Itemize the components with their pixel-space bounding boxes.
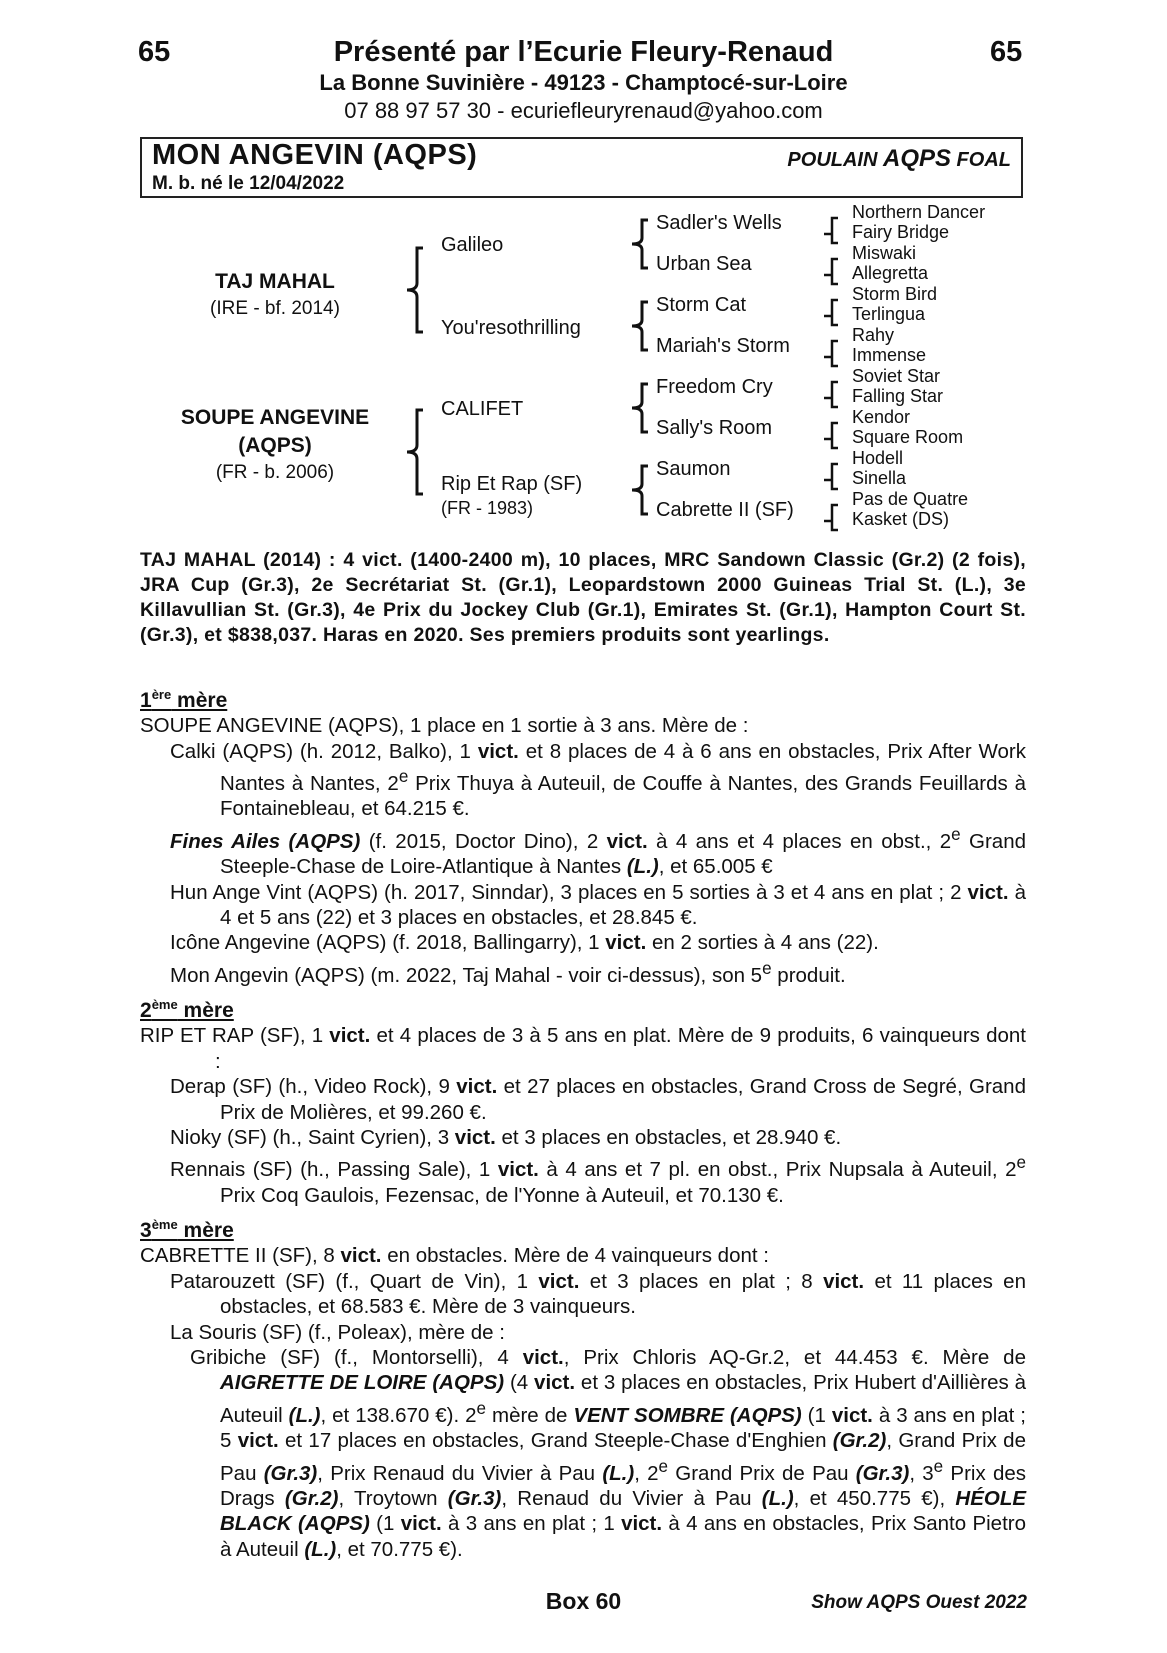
pedigree-gen4-3: Miswaki xyxy=(852,243,917,263)
pedigree-gen4-1: Northern Dancer xyxy=(852,202,986,222)
pedigree-braces-gen4 xyxy=(818,210,848,540)
mere2-entry: Nioky (SF) (h., Saint Cyrien), 3 vict. et 3 places en obstacles, et 28.940 €. xyxy=(170,1125,842,1149)
pedigree-gen3-8: Cabrette II (SF) xyxy=(656,499,794,521)
page-title: Présenté par l’Ecurie Fleury-Renaud xyxy=(333,36,834,68)
pedigree-gen4-12: Square Room xyxy=(852,427,964,447)
mere1-intro: SOUPE ANGEVINE (AQPS), 1 place en 1 sortie à 3 ans. Mère de : xyxy=(140,714,749,738)
sire-summary: TAJ MAHAL (2014) : 4 vict. (1400-2400 m), 10 places, MRC Sandown Classic (Gr.2) (2 fois), JRA Cup (Gr.3), 2e Secrétariat St. (Gr.1), Leopardstown 2000 Guineas Trial St. (L.), 3e Killavullian St. (Gr.3), 4e Prix du Jockey Club (Gr.1), Emirates St. (Gr.1), Hampton Court St. (Gr.3), et $838,037. Haras en 2020. Ses premiers produits sont yearlings. xyxy=(140,549,1026,646)
mere1-entry: Fines Ailes (AQPS) (f. 2015, Doctor Dino), 2 vict. à 4 ans et 4 places en obst., 2e Grand Steeple-Chase de Loire-Atlantique à Nantes (L.), et 65.005 € xyxy=(170,824,1027,879)
sire-info: (IRE - bf. 2014) xyxy=(210,298,340,319)
dam-info: (FR - b. 2006) xyxy=(215,462,335,483)
section-title-2eme-mere: 2ème mère xyxy=(140,996,234,1022)
breeder-address: La Bonne Suvinière - 49123 - Champtocé-sur-Loire xyxy=(319,70,848,95)
mere2-entry: Rennais (SF) (h., Passing Sale), 1 vict. à 4 ans et 7 pl. en obst., Prix Nupsala à Auteuil, 2e Prix Coq Gaulois, Fezensac, de l'Yonne à Auteuil, et 70.130 €. xyxy=(170,1153,1026,1207)
box-number: Box 60 xyxy=(545,1588,622,1614)
horse-birth: M. b. né le 12/04/2022 xyxy=(152,173,345,194)
pedigree-gen4-11: Kendor xyxy=(852,407,911,427)
foal-label: POULAIN AQPS FOAL xyxy=(787,145,1011,172)
mere3-sub-entry: Gribiche (SF) (f., Montorselli), 4 vict., Prix Chloris AQ-Gr.2, et 44.453 €. Mère de AIGRETTE DE LOIRE (AQPS) (4 vict. et 3 places en obstacles, Prix Hubert d'Aillières à Auteuil (L.), et 138.670 €). 2e mère de VENT SOMBRE (AQPS) (1 vict. à 3 ans en plat ; 5 vict. et 17 places en obstacles, Grand Steeple-Chase d'Enghien (Gr.2), Grand Prix de Pau (Gr.3), Prix Renaud du Vivier à Pau (L.), 2e Grand Prix de Pau (Gr.3), 3e Prix des Drags (Gr.2), Troytown (Gr.3), Renaud du Vivier à Pau (L.), et 450.775 €), HÉOLE BLACK (AQPS) (1 vict. à 3 ans en plat ; 1 vict. à 4 ans en obstacles, Prix Santo Pietro à Auteuil (L.), et 70.775 €). xyxy=(190,1346,1027,1561)
dam-name: SOUPE ANGEVINE xyxy=(180,406,370,429)
mere3-entry: La Souris (SF) (f., Poleax), mère de : xyxy=(170,1320,505,1344)
horse-name: MON ANGEVIN (AQPS) xyxy=(152,139,478,171)
pedigree-gen2-4: Rip Et Rap (SF) xyxy=(441,473,583,495)
pedigree-gen3-7: Saumon xyxy=(656,458,731,480)
pedigree-gen3-4: Mariah's Storm xyxy=(656,335,790,357)
pedigree-gen4-8: Immense xyxy=(852,345,927,365)
pedigree-gen3-6: Sally's Room xyxy=(656,417,773,439)
pedigree-gen4-5: Storm Bird xyxy=(852,284,938,304)
mere2-entry: Derap (SF) (h., Video Rock), 9 vict. et 27 places en obstacles, Grand Cross de Segré, Grand Prix de Molières, et 99.260 €. xyxy=(170,1075,1026,1124)
horse-name-box xyxy=(140,137,1023,198)
pedigree-gen3-5: Freedom Cry xyxy=(656,376,773,398)
pedigree-gen4-6: Terlingua xyxy=(852,304,926,324)
pedigree-gen4-2: Fairy Bridge xyxy=(852,222,950,242)
pedigree-gen4-15: Pas de Quatre xyxy=(852,489,969,509)
dam-name-breed: (AQPS) xyxy=(238,434,312,457)
pedigree-gen4-10: Falling Star xyxy=(852,386,944,406)
pedigree-gen4-13: Hodell xyxy=(852,448,904,468)
section-title-3eme-mere: 3ème mère xyxy=(140,1217,234,1243)
mere1-entry: Icône Angevine (AQPS) (f. 2018, Ballingarry), 1 vict. en 2 sorties à 4 ans (22). xyxy=(170,931,879,955)
show-name: Show AQPS Ouest 2022 xyxy=(811,1592,1027,1613)
lot-number-right: 65 xyxy=(990,36,1023,68)
family-notes xyxy=(140,680,1026,1562)
pedigree-gen2-4-info: (FR - 1983) xyxy=(441,498,534,518)
mere3-entry: Patarouzett (SF) (f., Quart de Vin), 1 vict. et 3 places en plat ; 8 vict. et 11 places en obstacles, et 68.583 €. Mère de 3 vainqueurs. xyxy=(170,1269,1026,1319)
pedigree-gen3-3: Storm Cat xyxy=(656,294,747,316)
pedigree-gen3-1: Sadler's Wells xyxy=(656,212,782,234)
pedigree-gen3-2: Urban Sea xyxy=(656,253,752,275)
pedigree-braces-gen3 xyxy=(618,210,658,540)
pedigree-gen4-4: Allegretta xyxy=(852,263,929,283)
pedigree-gen2-2: You'resothrilling xyxy=(441,317,581,339)
section-title-1ere-mere: 1ère mère xyxy=(140,687,228,712)
mere1-entry: Hun Ange Vint (AQPS) (h. 2017, Sinndar), 3 places en 5 sorties à 3 et 4 ans en plat ; 2 vict. à 4 et 5 ans (22) et 3 places en obstacles, et 28.845 €. xyxy=(170,880,1026,929)
breeder-contact: 07 88 97 57 30 - ecuriefleuryrenaud@yahoo.com xyxy=(344,98,823,123)
pedigree-gen4-7: Rahy xyxy=(852,325,895,345)
pedigree-gen2-3: CALIFET xyxy=(441,398,524,420)
mere3-intro: CABRETTE II (SF), 8 vict. en obstacles. Mère de 4 vainqueurs dont : xyxy=(140,1244,769,1268)
lot-number-left: 65 xyxy=(138,36,171,68)
sire-name: TAJ MAHAL xyxy=(215,270,335,293)
pedigree-gen4-9: Soviet Star xyxy=(852,366,941,386)
pedigree-gen2-1: Galileo xyxy=(441,234,504,256)
mere1-entry: Mon Angevin (AQPS) (m. 2022, Taj Mahal - voir ci-dessus), son 5e produit. xyxy=(170,958,846,987)
pedigree-gen4-14: Sinella xyxy=(852,468,907,488)
pedigree-braces-gen2 xyxy=(395,240,435,540)
mere2-intro: RIP ET RAP (SF), 1 vict. et 4 places de 3 à 5 ans en plat. Mère de 9 produits, 6 vainqueurs dont : xyxy=(140,1024,1026,1073)
pedigree-gen4-16: Kasket (DS) xyxy=(852,509,950,529)
mere1-entry: Calki (AQPS) (h. 2012, Balko), 1 vict. et 8 places de 4 à 6 ans en obstacles, Prix After Work Nantes à Nantes, 2e Prix Thuya à Auteuil, de Couffe à Nantes, des Grands Feuillards à Fontainebleau, et 64.215 €. xyxy=(170,739,1026,821)
